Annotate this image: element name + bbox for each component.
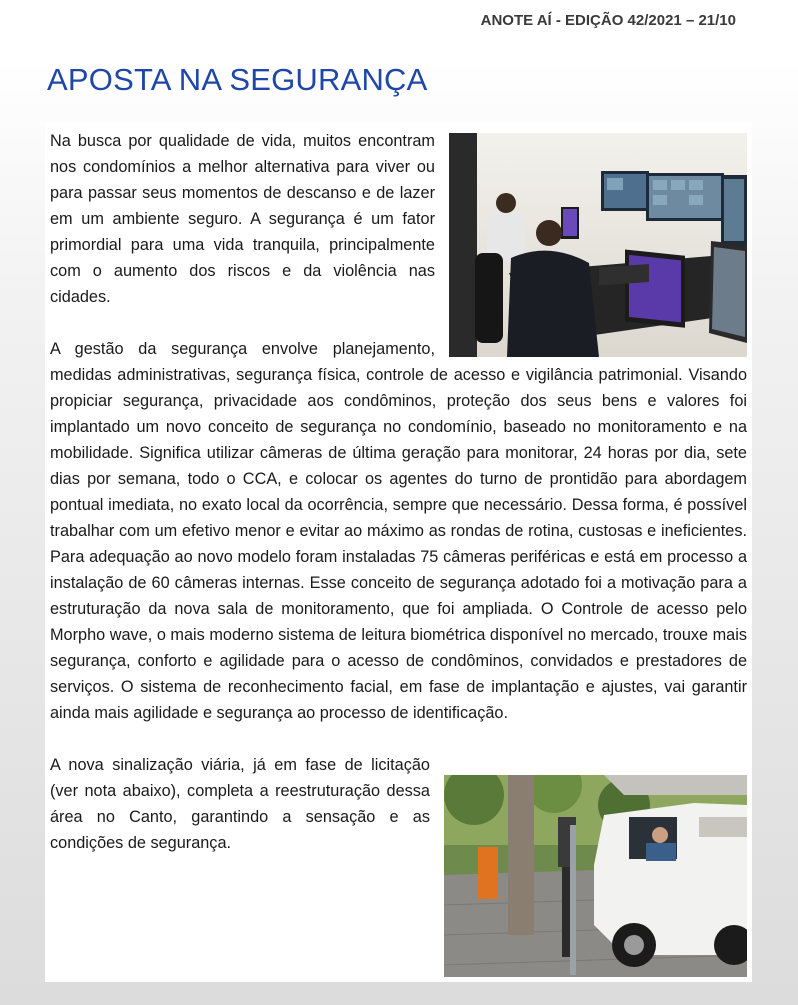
paragraph-2: A gestão da segurança envolve planejamento, medidas administrativas, segurança física, controle de acesso e vigilância patrimonial. Visando propiciar segurança, privacidade aos condôminos, proteção dos seus bens e valores foi implantado um novo conceito de segurança no condomínio, baseado no monitoramento e na mobilidade. Significa utilizar câmeras de última geração para monitorar, 24 horas por dia, sete dias por semana, todo o CCA, e colocar os agentes do turno de prontidão para abordagem pontual imediata, no exato local da ocorrência, sempre que necessário. Dessa forma, é possível trabalhar com um efetivo menor e evitar ao máximo as rondas de rotina, custosas e ineficientes. Para adequação ao novo modelo foram instaladas 75 câmeras periféricas e está em processo a instalação de 60 câmeras internas. Esse conceito de segurança adotado foi a motivação para a estruturação da nova sala de monitoramento, que foi ampliada. O Controle de acesso pelo Morpho wave, o mais moderno sistema de leitura biométrica disponível no mercado, trouxe mais segurança, conforto e agilidade para o acesso de condôminos, convidados e prestadores de serviços. O sistema de reconhecimento facial, em fase de implantação e ajustes, vai garantir ainda mais agilidade e segurança ao processo de identificação. bbox=[50, 340, 747, 722]
article-body bbox=[50, 128, 747, 983]
paragraph-3: A nova sinalização viária, já em fase de licitação (ver nota abaixo), completa a reestruturação dessa área no Canto, garantindo a sensação e as condições de segurança. bbox=[50, 756, 430, 852]
edition-header: ANOTE AÍ - EDIÇÃO 42/2021 – 21/10 bbox=[480, 12, 736, 29]
monitoring-room-photo bbox=[449, 133, 747, 357]
article-title: APOSTA NA SEGURANÇA bbox=[47, 62, 428, 97]
paragraph-1: Na busca por qualidade de vida, muitos encontram nos condomínios a melhor alternativa para viver ou para passar seus momentos de descanso e de lazer em um ambiente seguro. A segurança é um fator primordial para uma vida tranquila, principalmente com o aumento dos riscos e da violência nas cidades. bbox=[50, 132, 435, 306]
access-gate-photo bbox=[444, 775, 747, 977]
